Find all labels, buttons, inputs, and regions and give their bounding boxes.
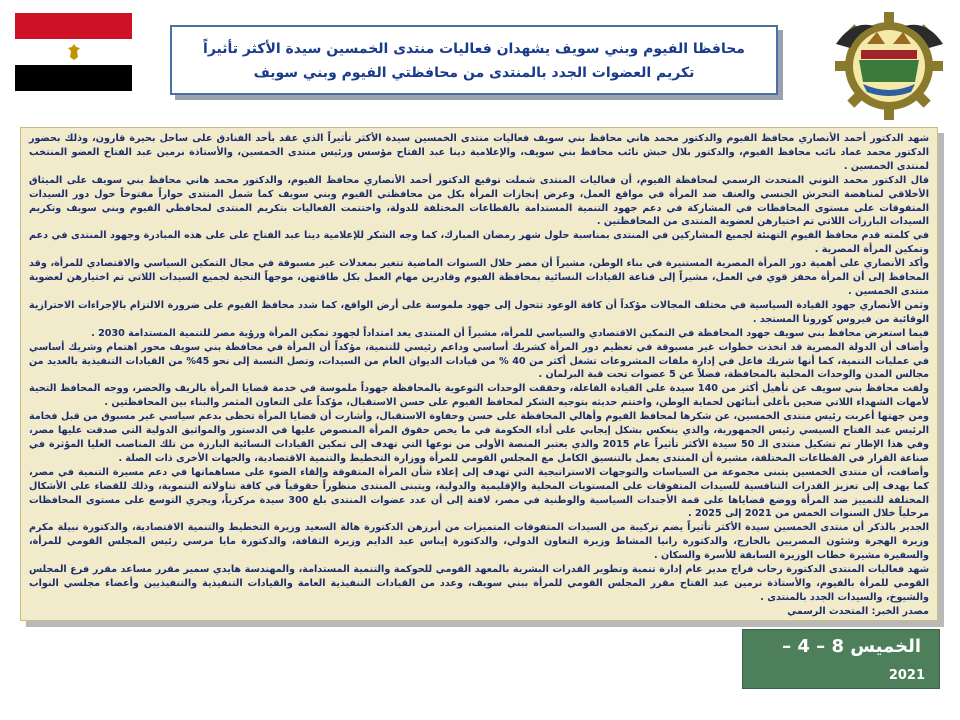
headline-box	[170, 25, 778, 95]
headline-line-2: تكريم العضوات الجدد بالمنتدى من محافظتي الفيوم وبني سويف	[253, 65, 695, 81]
article-source: مصدر الخبر: المتحدث الرسمي	[787, 605, 929, 617]
article-paragraph: الجدير بالذكر أن منتدى الخمسين سيدة الأكثر تأثيراً يضم تركيبة من السيدات المتفوقات المتميزات من أبرزهن الدكتورة هالة السعيد وزيرة التخطيط والتنمية الاقتصادية، والدكتورة نبيلة مكرم وزيرة الهجرة وشئون المصريين بالخارج، والدكتورة رانيا المشاط وزيرة التعاون الدولي، والدكتورة إيناس عبد الدايم وزيرة الثقافة، والدكتورة مايا مرسي رئيس المجلس القومي للمرأة، والسفيرة مشيرة خطاب الوزيرة السابقة للأسرة والسكان .	[29, 522, 929, 562]
egypt-flag-icon	[15, 13, 132, 91]
eagle-of-saladin-icon	[67, 43, 81, 61]
article-paragraph: وأضافت، أن منتدى الخمسين يتبنى مجموعة من السياسات والتوجهات الاستراتيجية التي تهدف إلى إعلاء شأن المرأة المتفوقة وإلقاء الضوء على مساهماتها في دعم مسيرة التنمية في مصر، كما يهدف إلى تعزيز القدرات التنافسية للسيدات المتفوقات على المستويات المحلية والإقليمية والدولية، ويتبنى المنتدى منظوراً حقوقياً في كافة تناولاته التنموية، وذلك للقضاء على الأشكال المختلفة للتمييز ضد المرأة ووضع قضاياها على قمة الأجندات السياسية والوطنية في مصر، لافتة إلى أن عدد عضوات المنتدى بلغ 300 سيدة مركزياً، ويجري التوسع على مستوى المحافظات مرحلياً خلال السنوات الخمس من 2021 إلى 2025 .	[29, 466, 929, 520]
date-box	[742, 629, 940, 689]
article-paragraph: ومن جهتها أعربت رئيس منتدى الخمسين، عن شكرها لمحافظ الفيوم وأهالي المحافظة على حسن وحفاوة الاستقبال، وأشارت أن قضايا المرأة تحظى بدعم سياسي غير مسبوق من قبل فخامة الرئيس عبد الفتاح السيسي رئيس الجمهورية، والذي ينعكس بشكل إيجابي على أداء الحكومة في ما يخص حقوق المرأة المنصوص عليها في الدستور والمواثيق الدولية التي صدقت عليها مصر، وفي هذا الإطار تم تشكيل منتدى الـ 50 سيدة الأكثر تأثيراً عام 2015 والذي يعتبر المنصة الأولى من نوعها التي تهدف إلى تمكين القيادات النسائية البارزة من تلك المناصب العليا المؤثرة في صناعة القرار في القطاعات المختلفة، مشيرة أن المنتدى يعمل بالتنسيق الكامل مع المجلس القومي للمرأة ووزارة التخطيط والتنمية الاقتصادية، والجهات الأخرى ذات الصلة .	[29, 411, 929, 464]
article-paragraph: فيما استعرض محافظ بني سويف جهود المحافظة في التمكين الاقتصادي والسياسي للمرأة، مشيراً أن المنتدى يعد امتداداً لجهود تمكين المرأة ورؤية مصر للتنمية المستدامة 2030 .	[91, 327, 929, 339]
article-paragraph: قال الدكتور محمد التوني المتحدث الرسمي لمحافظة الفيوم، أن فعاليات المنتدى شملت توقيع الدكتور أحمد الأنصاري محافظ الفيوم، والدكتور محمد هاني محافظ بني سويف على الميثاق الأخلاقي لمناهضة التحرش الجنسي والعنف ضد المرأة في مواقع العمل، وعرض إنجازات المرأة بكل من محافظتي الفيوم وبني سويف كما شمل المنتدى حواراً مفتوحاً حول دور السيدات المتفوقات على مستوى المحافظات في المشاركة في دعم جهود التنمية المستدامة بالقطاعات المختلفة للدولة، واختتمت الفعاليات بتكريم المنتدى لمحافظي الفيوم وبني سويف وتكريم السيدات البارزات اللاتي تم اختيارهن لعضوية المنتدى من المحافظتين .	[29, 174, 929, 228]
article-paragraph: شهد الدكتور أحمد الأنصاري محافظ الفيوم والدكتور محمد هاني محافظ بني سويف فعاليات منتدى الخمسين سيدة الأكثر تأثيراً الذي عقد بأحد الفنادق على ساحل بحيرة قارون، وذلك بحضور الدكتور محمد عماد نائب محافظ الفيوم، والدكتور بلال حبش نائب محافظ بني سويف، والإعلامية دينا عبد الفتاح مؤسس ورئيس منتدى الخمسين، والأستاذة نرمين عبد الفتاح العضو المنتخب لمنتدى الخمسين .	[29, 133, 929, 172]
flag-black-band	[15, 65, 132, 91]
article-paragraph: شهد فعاليات المنتدى الدكتورة رحاب فراج مدير عام إدارة تنمية وتطوير القدرات البشرية بالمعهد القومي للحوكمة والتنمية المستدامة، والمهندسة هايدي سمير مقرر مساعد مقرر فرع المجلس القومي للمرأة بالفيوم، والأستاذة نرمين عبد الفتاح مقرر المجلس القومي للمرأة ببني سويف، وعدد من القيادات التنفيذية العامة والقيادات التنفيذية والتنفيذيين وأعضاء مجلسي النواب والشيوخ، والسيدات الجدد بالمنتدى .	[29, 564, 929, 603]
article-paragraph: وثمن الأنصاري جهود القيادة السياسية في مختلف المجالات مؤكداً أن كافة الوعود تتحول إلى جهود ملموسة على أرض الواقع، كما شدد محافظ الفيوم على ضرورة الالتزام بالإجراءات الاحترازية الوقائية من فيروس كورونا المستجد .	[29, 299, 929, 325]
flag-white-band	[15, 39, 132, 65]
date-day: الخميس 8 – 4 –	[782, 636, 921, 657]
date-year: 2021	[888, 668, 925, 683]
governorate-emblem-icon	[832, 8, 947, 120]
flag-red-band	[15, 13, 132, 39]
article-paragraph: ولفت محافظ بني سويف عن تأهيل أكثر من 140 سيدة على القيادة الفاعلة، وحققت الوحدات التوعوية بالمحافظة جهوداً ملموسة في خدمة قضايا المرأة بالريف والحضر، ووجه المحافظ التحية لأمهات الشهداء اللاتي ضحين بأغلى أبنائهن لحماية الوطن، واختتم حديثه بتوجيه الشكر لمحافظ الفيوم على حسن الاستقبال، مؤكداً على التعاون المثمر والبناء بين المحافظتين .	[29, 383, 929, 409]
article-paragraph: في كلمته قدم محافظ الفيوم التهنئة لجميع المشاركين في المنتدى بمناسبة حلول شهر رمضان المبارك، كما وجه الشكر للإعلامية دينا عبد الفتاح على على هذه المبادرة وجهود المنتدى في دعم وتمكين المرأة المصرية .	[29, 230, 929, 256]
headline-line-1: محافظا الفيوم وبني سويف يشهدان فعاليات منتدى الخمسين سيدة الأكثر تأثيراً	[203, 41, 745, 57]
article-body	[20, 127, 938, 621]
article-paragraph: وأضاف أن الدولة المصرية قد اتخذت خطوات غير مسبوقة في تعظيم دور المرأة كشريك أساسي وداعم رئيسي للتنمية، مؤكداً أن المرأة في محافظة بني سويف محور اهتمام وشريك أساسي في عمليات التنمية، كما أنها شريك فاعل في إدارة ملفات المشروعات تشغل أكثر من 40 % من قيادات الديوان العام من السيدات، وتصل النسبة إلى نحو 45% من القيادات التنفيذية بالعديد من مجالس المدن والوحدات المحلية بالمحافظة، فضلاً عن 5 عضوات تحت قبة البرلمان .	[29, 341, 929, 381]
article-paragraph: وأكد الأنصاري على أهمية دور المرأة المصرية المستنيرة في بناء الوطن، مشيراً أن مصر خلال السنوات الماضية تتغير بمعدلات غير مسبوقة في مجال التمكين السياسي والاقتصادي للمرأة، وقد المحافظ إلى أن المرأة محفز قوي في العمل، مشيراً إلى قناعة القيادات النسائية بمحافظة الفيوم وقادرين مهام العمل بكل طاقتهن، موجهاً التحية لجميع السيدات اللاتي تم اختيارهن لعضوية منتدى الخمسين .	[29, 258, 929, 297]
